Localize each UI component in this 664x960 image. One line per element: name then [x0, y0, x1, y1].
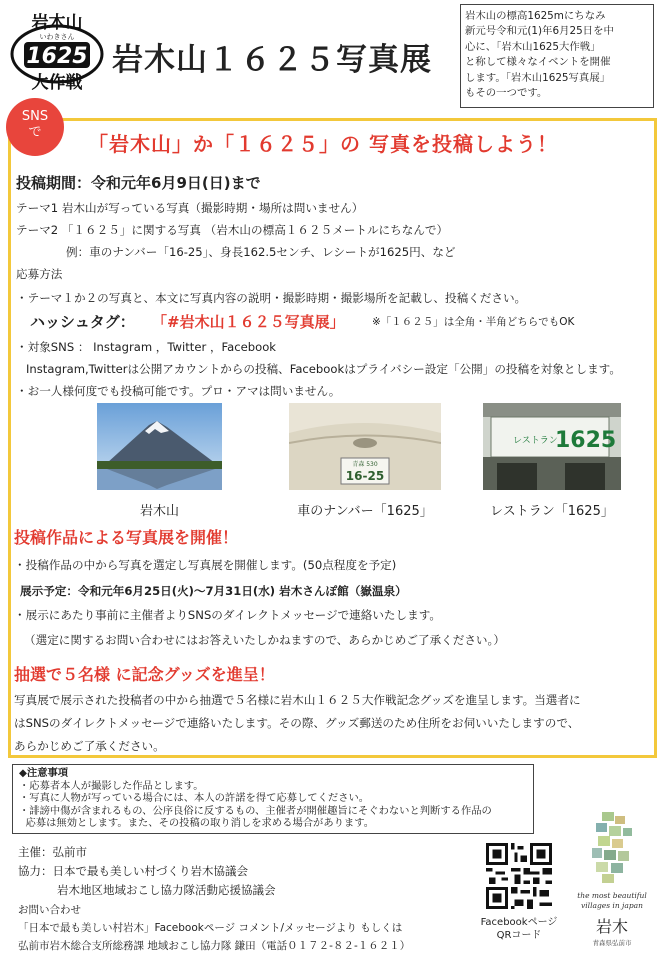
photo-caption-restaurant: レストラン「1625」	[490, 504, 614, 519]
intro-line: 新元号令和元(1)年6月25日を中	[465, 25, 614, 38]
plate-number-text: 16-25	[345, 469, 385, 483]
theme-1: テーマ1 岩木山が写っている写真（撮影時期・場所は問いません）	[16, 201, 364, 215]
qr-caption-line1: Facebookページ	[480, 917, 558, 928]
intro-box	[460, 4, 654, 108]
sns-multiple: ・お一人様何度でも投稿可能です。プロ・アマは問いません。	[16, 384, 341, 398]
logo-number-text: 1625	[26, 44, 88, 69]
contact-title: お問い合わせ	[18, 904, 81, 916]
exhibition-line1: ・投稿作品の中から写真を選定し写真展を開催します。(50点程度を予定)	[14, 558, 397, 572]
qr-caption	[476, 916, 562, 942]
village-logo-en2: villages in japan	[581, 901, 643, 910]
intro-line: と称して様々なイベントを開催	[465, 56, 611, 69]
sns-badge-line2: で	[28, 125, 42, 140]
organizer: 主催：弘前市	[18, 845, 87, 859]
cooperation-1: 協力：日本で最も美しい村づくり岩木協議会	[18, 864, 248, 878]
notes-item: 応募は無効とします。また、その投稿の取り消しを求める場合があります。	[19, 817, 374, 830]
intro-line: します。「岩木山1625写真展」	[465, 71, 611, 84]
theme-example: 例：車のナンバー「16-25」、身長162.5センチ、レシートが1625円、など	[66, 245, 456, 259]
intro-line: もその一つです。	[465, 87, 548, 100]
svg-text:青森 530: 青森 530	[352, 461, 378, 468]
village-logo-en1: the most beautiful	[577, 891, 647, 900]
method-title: 応募方法	[16, 267, 63, 281]
photo-caption-car: 車のナンバー「1625」	[297, 504, 433, 519]
exhibition-title: 投稿作品による写真展を開催！	[14, 528, 239, 547]
lottery-line: あらかじめご了承ください。	[14, 739, 165, 753]
sns-targets: ・対象SNS ： Instagram ，Twitter ，Facebook	[16, 340, 277, 354]
notes-item: ・応募者本人が撮影した作品とします。	[19, 779, 204, 792]
logo-bottom-text: 大作戦	[31, 73, 83, 93]
exhibition-line2: ・展示にあたり事前に主催者よりSNSのダイレクトメッセージで連絡いたします。	[14, 608, 441, 622]
logo-top-text: 岩木山	[31, 13, 83, 33]
notes-title: ◆注意事項	[19, 767, 69, 779]
theme-2: テーマ2 「１６２５」に関する写真 （岩木山の標高１６２５メートルにちなんで）	[16, 223, 449, 237]
intro-line: 心に、「岩木山1625大作戦」	[465, 40, 601, 53]
headline: 「岩木山」か「１６２５」の 写真を投稿しよう！	[88, 132, 558, 156]
lottery-title: 抽選で５名様 に記念グッズを進呈！	[14, 665, 275, 684]
qr-caption-line2: QRコード	[496, 930, 542, 941]
sns-badge	[6, 98, 64, 156]
logo-reading-text: いわきさん	[39, 33, 75, 41]
photo-caption-mountain: 岩木山	[139, 504, 179, 519]
exhibition-schedule: 展示予定：令和元年6月25日(火)～7月31日(水) 岩木さんぽ館（嶽温泉）	[20, 584, 407, 598]
sns-privacy: Instagram,Twitterは公開アカウントからの投稿、Facebookはプライバシー設定「公開」の投稿を対象とします。	[26, 362, 621, 376]
method-text: ・テーマ１か２の写真と、本文に写真内容の説明・撮影時期・撮影場所を記載し、投稿ください。	[16, 291, 527, 305]
hashtag-note: ※「１６２５」は全角・半角どちらでもOK	[372, 316, 575, 328]
restaurant-sign-photo	[483, 403, 621, 490]
cooperation-2: 岩木地区地域おこし協力隊活動応援協議会	[57, 883, 276, 897]
notes-item: ・写真に人物が写っている場合には、本人の許諾を得て応募してください。	[19, 792, 370, 805]
intro-line: 岩木山の標高1625mにちなみ	[465, 10, 606, 22]
lottery-line: 写真展で展示された投稿者の中から抽選で５名様に岩木山１６２５大作戦記念グッズを進呈します。当選者に	[14, 693, 581, 707]
iwakisan-1625-logo	[8, 4, 106, 100]
notes-item: ・誹謗中傷が含まれるもの、公序良俗に反するもの、主催者が開催趣旨にそぐわないと判断する作品の	[19, 804, 492, 817]
mountain-photo	[97, 403, 222, 490]
svg-text:1625: 1625	[555, 428, 617, 453]
car-plate-photo	[289, 403, 441, 490]
page-title: 岩木山１６２５写真展	[112, 42, 432, 78]
qr-code-icon[interactable]	[486, 843, 552, 909]
exhibition-line3: （選定に関するお問い合わせにはお答えいたしかねますので、あらかじめご了承ください。）	[24, 633, 505, 647]
contact-line-1: 「日本で最も美しい村岩木」Facebookページ コメント/メッセージより もしくは	[18, 922, 403, 934]
lottery-line: はSNSのダイレクトメッセージで連絡いたします。その際、グッズ郵送のため住所をお伺いいたしますので、	[14, 716, 580, 730]
beautiful-village-logo	[568, 806, 656, 956]
hashtag-label: ハッシュタグ：	[30, 313, 135, 331]
sns-badge-line1: SNS	[21, 109, 49, 124]
contact-line-2: 弘前市岩木総合支所総務課 地域おこし協力隊 鎌田（電話０１７２-８２-１６２１）	[18, 940, 411, 952]
notes-box	[12, 764, 534, 834]
hashtag-value: 「#岩木山１６２５写真展」	[152, 313, 345, 331]
svg-text:レストラン: レストラン	[513, 436, 558, 446]
village-logo-name: 岩木	[595, 917, 629, 936]
posting-period: 投稿期間：令和元年6月9日(日)まで	[16, 174, 261, 192]
village-logo-sub: 青森県弘前市	[592, 939, 632, 947]
